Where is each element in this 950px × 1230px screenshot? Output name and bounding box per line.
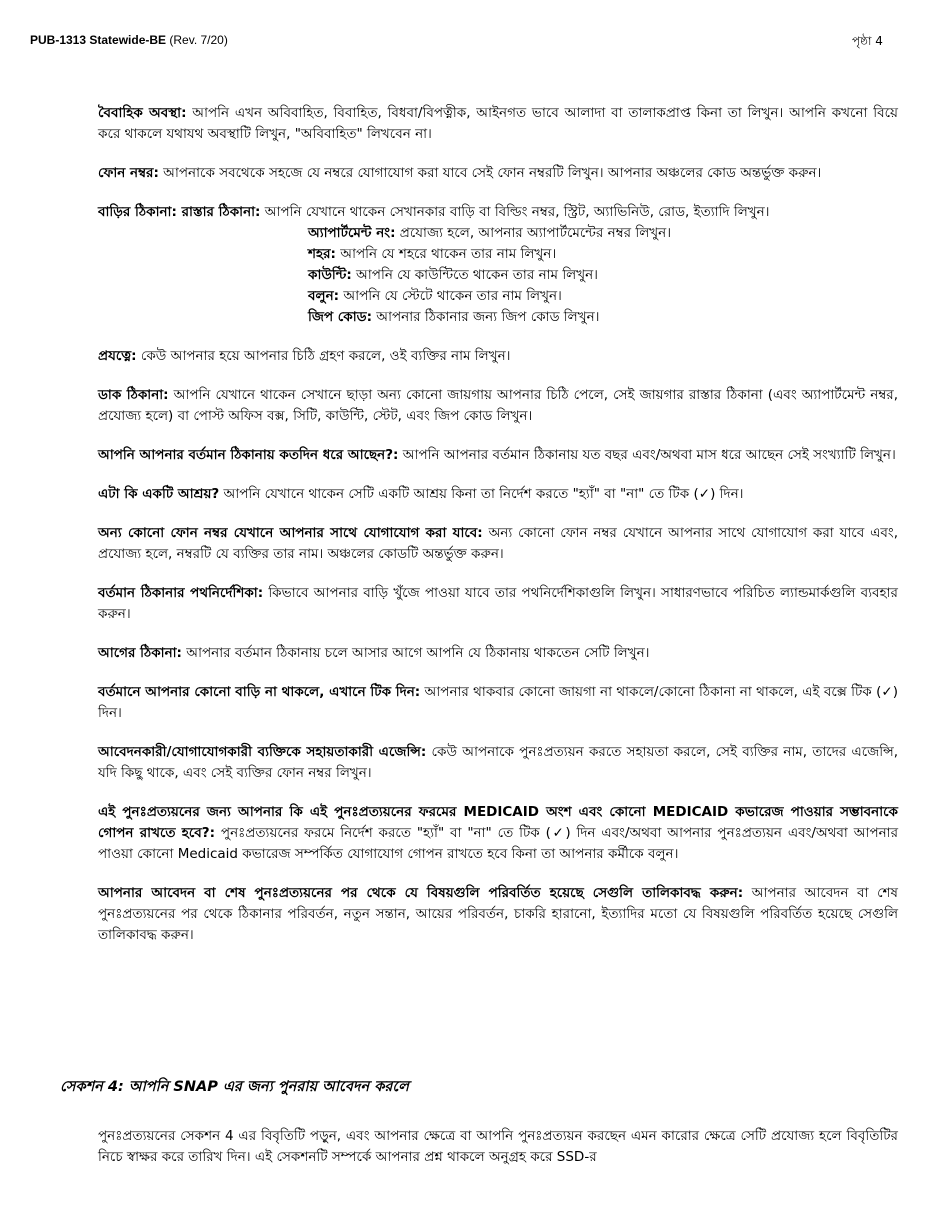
other-phone-term: অন্য কোনো ফোন নম্বর যেখানে আপনার সাথে যোগাযোগ করা যাবে:	[98, 525, 483, 541]
instructions-body	[98, 103, 898, 964]
other-phone-text: অন্য কোনো ফোন নম্বর যেখানে আপনার সাথে যোগাযোগ করা যাবে এবং, প্রযোজ্য হলে, নম্বরটি যে ব্যক্তির তার নাম। অঞ্চলের কোডটি অন্তর্ভুক্ত করুন।	[98, 525, 898, 562]
mailing-address-term: ডাক ঠিকানা:	[98, 387, 169, 403]
medicaid-confidential-text: পুনঃপ্রত্যয়নের ফরমে নির্দেশ করতে "হ্যাঁ" বা "না" তে টিক (✓) দিন এবং/অথবা আপনার পুনঃপ্রত্যয়ন এবং/অথবা আপনার পাওয়া কোনো Medicaid কভারেজ সম্পর্কিত যোগাযোগ গোপন রাখতে হবে কিনা তা আপনার কর্মীকে বলুন।	[98, 825, 899, 862]
duration-term: আপনি আপনার বর্তমান ঠিকানায় কতদিন ধরে আছেন?:	[98, 447, 399, 463]
shelter-term: এটা কি একটি আশ্রয়?	[98, 486, 220, 502]
duration-text: আপনি আপনার বর্তমান ঠিকানায় যত বছর এবং/অথবা মাস ধরে আছেন সেই সংখ্যাটি লিখুন।	[398, 447, 896, 463]
city-line	[308, 244, 898, 265]
state-text: আপনি যে স্টেটে থাকেন তার নাম লিখুন।	[339, 288, 562, 304]
previous-address-text: আপনার বর্তমান ঠিকানায় চলে আসার আগে আপনি যে ঠিকানায় থাকতেন সেটি লিখুন।	[181, 645, 650, 661]
home-address-block	[98, 202, 898, 328]
state-line	[308, 286, 898, 307]
agency-text: কেউ আপনাকে পুনঃপ্রত্যয়ন করতে সহায়তা করলে, সেই ব্যক্তির নাম, তাদের এজেন্সি, যদি কিছু থাকে, এবং সেই ব্যক্তির ফোন নম্বর লিখুন।	[98, 744, 898, 781]
mailing-address-text: আপনি যেখানে থাকেন সেখানে ছাড়া অন্য কোনো জায়গায় আপনার চিঠি পেলে, সেই জায়গার রাস্তার ঠিকানা (এবং অ্যাপার্টমেন্ট নম্বর, প্রযোজ্য হলে) বা পোস্ট অফিস বক্স, সিটি, কাউন্টি, স্টেট, এবং জিপ কোড লিখুন।	[98, 387, 898, 424]
agency-paragraph	[98, 742, 898, 784]
changes-paragraph	[98, 883, 898, 946]
city-text: আপনি যে শহরে থাকেন তার নাম লিখুন।	[335, 246, 557, 262]
changes-text: আপনার আবেদন বা শেষ পুনঃপ্রত্যয়নের পর থেকে ঠিকানার পরিবর্তন, নতুন সন্তান, আয়ের পরিবর্তন, চাকরি হারানো, ইত্যাদির মতো যে বিষয়গুলি পরিবর্তিত হয়েছে সেগুলি তালিকাবদ্ধ করুন।	[98, 885, 898, 943]
no-home-text: আপনার থাকবার কোনো জায়গা না থাকলে/কোনো ঠিকানা না থাকলে, এই বক্সে টিক (✓) দিন।	[98, 684, 898, 721]
form-revision: (Rev. 7/20)	[169, 33, 228, 47]
care-of-term: প্রযত্নে:	[98, 348, 137, 364]
zip-text: আপনার ঠিকানার জন্য জিপ কোড লিখুন।	[371, 309, 600, 325]
state-term: বলুন:	[308, 288, 340, 304]
phone-paragraph	[98, 163, 898, 184]
home-address-term: বাড়ির ঠিকানা: রাস্তার ঠিকানা:	[98, 204, 261, 220]
section-4-heading: সেকশন 4: আপনি SNAP এর জন্য পুনরায় আবেদন করলে	[60, 1079, 409, 1095]
county-term: কাউন্টি:	[308, 267, 352, 283]
zip-term: জিপ কোড:	[308, 309, 372, 325]
previous-address-term: আগের ঠিকানা:	[98, 645, 182, 661]
changes-term: আপনার আবেদন বা শেষ পুনঃপ্রত্যয়নের পর থেকে যে বিষয়গুলি পরিবর্তিত হয়েছে সেগুলি তালিকাবদ্ধ করুন:	[98, 885, 744, 901]
apartment-line	[308, 223, 898, 244]
apartment-term: অ্যাপার্টমেন্ট নং:	[308, 225, 396, 241]
zip-line	[308, 307, 898, 328]
page-header-form-code	[30, 33, 228, 47]
page-number: পৃষ্ঠা 4	[852, 34, 883, 48]
shelter-text: আপনি যেখানে থাকেন সেটি একটি আশ্রয় কিনা তা নির্দেশ করতে "হ্যাঁ" বা "না" তে টিক (✓) দিন।	[219, 486, 744, 502]
shelter-paragraph	[98, 484, 898, 505]
county-line	[308, 265, 898, 286]
city-term: শহর:	[308, 246, 336, 262]
medicaid-confidential-paragraph	[98, 802, 898, 865]
marital-status-text: আপনি এখন অবিবাহিত, বিবাহিত, বিধবা/বিপত্নীক, আইনগত ভাবে আলাদা বা তালাকপ্রাপ্ত কিনা তা লিখুন। আপনি কখনো বিয়ে করে থাকলে যথাযথ অবস্থাটি লিখুন, "অবিবাহিত" লিখবেন না।	[98, 105, 898, 142]
no-home-paragraph	[98, 682, 898, 724]
duration-paragraph	[98, 445, 898, 466]
previous-address-paragraph	[98, 643, 898, 664]
other-phone-paragraph	[98, 523, 898, 565]
section-4-text: পুনঃপ্রত্যয়নের সেকশন 4 এর বিবৃতিটি পড়ুন, এবং আপনার ক্ষেত্রে বা আপনি পুনঃপ্রত্যয়ন করছেন এমন কারোর ক্ষেত্রে সেটি প্রযোজ্য হলে বিবৃতিটির নিচে স্বাক্ষর করে তারিখ দিন। এই সেকশনটি সম্পর্কে আপনার প্রশ্ন থাকলে অনুগ্রহ করে SSD-র	[98, 1128, 898, 1165]
form-code: PUB-1313 Statewide-BE	[30, 33, 167, 47]
directions-text: কিভাবে আপনার বাড়ি খুঁজে পাওয়া যাবে তার পথনির্দেশিকাগুলি লিখুন। সাধারণভাবে পরিচিত ল্যান্ডমার্কগুলি ব্যবহার করুন।	[98, 585, 898, 622]
marital-status-term: বৈবাহিক অবস্থা:	[98, 105, 187, 121]
phone-text: আপনাকে সবথেকে সহজে যে নম্বরে যোগাযোগ করা যাবে সেই ফোন নম্বরটি লিখুন। আপনার অঞ্চলের কোড অন্তর্ভুক্ত করুন।	[158, 165, 822, 181]
apartment-text: প্রযোজ্য হলে, আপনার অ্যাপার্টমেন্টের নম্বর লিখুন।	[395, 225, 672, 241]
home-address-text: আপনি যেখানে থাকেন সেখানকার বাড়ি বা বিল্ডিং নম্বর, স্ট্রিট, অ্যাভিনিউ, রোড, ইত্যাদি লিখুন।	[260, 204, 770, 220]
address-subfields	[308, 223, 898, 328]
mailing-address-paragraph	[98, 385, 898, 427]
directions-paragraph	[98, 583, 898, 625]
care-of-text: কেউ আপনার হয়ে আপনার চিঠি গ্রহণ করলে, ওই ব্যক্তির নাম লিখুন।	[136, 348, 511, 364]
medicaid-confidential-term: এই পুনঃপ্রত্যয়নের জন্য আপনার কি এই পুনঃপ্রত্যয়নের ফরমের MEDICAID অংশ এবং কোনো MEDICAID কভারেজ পাওয়ার সম্ভাবনাকে গোপন রাখতে হবে?:	[98, 804, 898, 841]
care-of-paragraph	[98, 346, 898, 367]
agency-term: আবেদনকারী/যোগাযোগকারী ব্যক্তিকে সহায়তাকারী এজেন্সি:	[98, 744, 427, 760]
directions-term: বর্তমান ঠিকানার পথনির্দেশিকা:	[98, 585, 264, 601]
no-home-term: বর্তমানে আপনার কোনো বাড়ি না থাকলে, এখানে টিক দিন:	[98, 684, 421, 700]
phone-term: ফোন নম্বর:	[98, 165, 159, 181]
county-text: আপনি যে কাউন্টিতে থাকেন তার নাম লিখুন।	[351, 267, 598, 283]
marital-status-paragraph	[98, 103, 898, 145]
